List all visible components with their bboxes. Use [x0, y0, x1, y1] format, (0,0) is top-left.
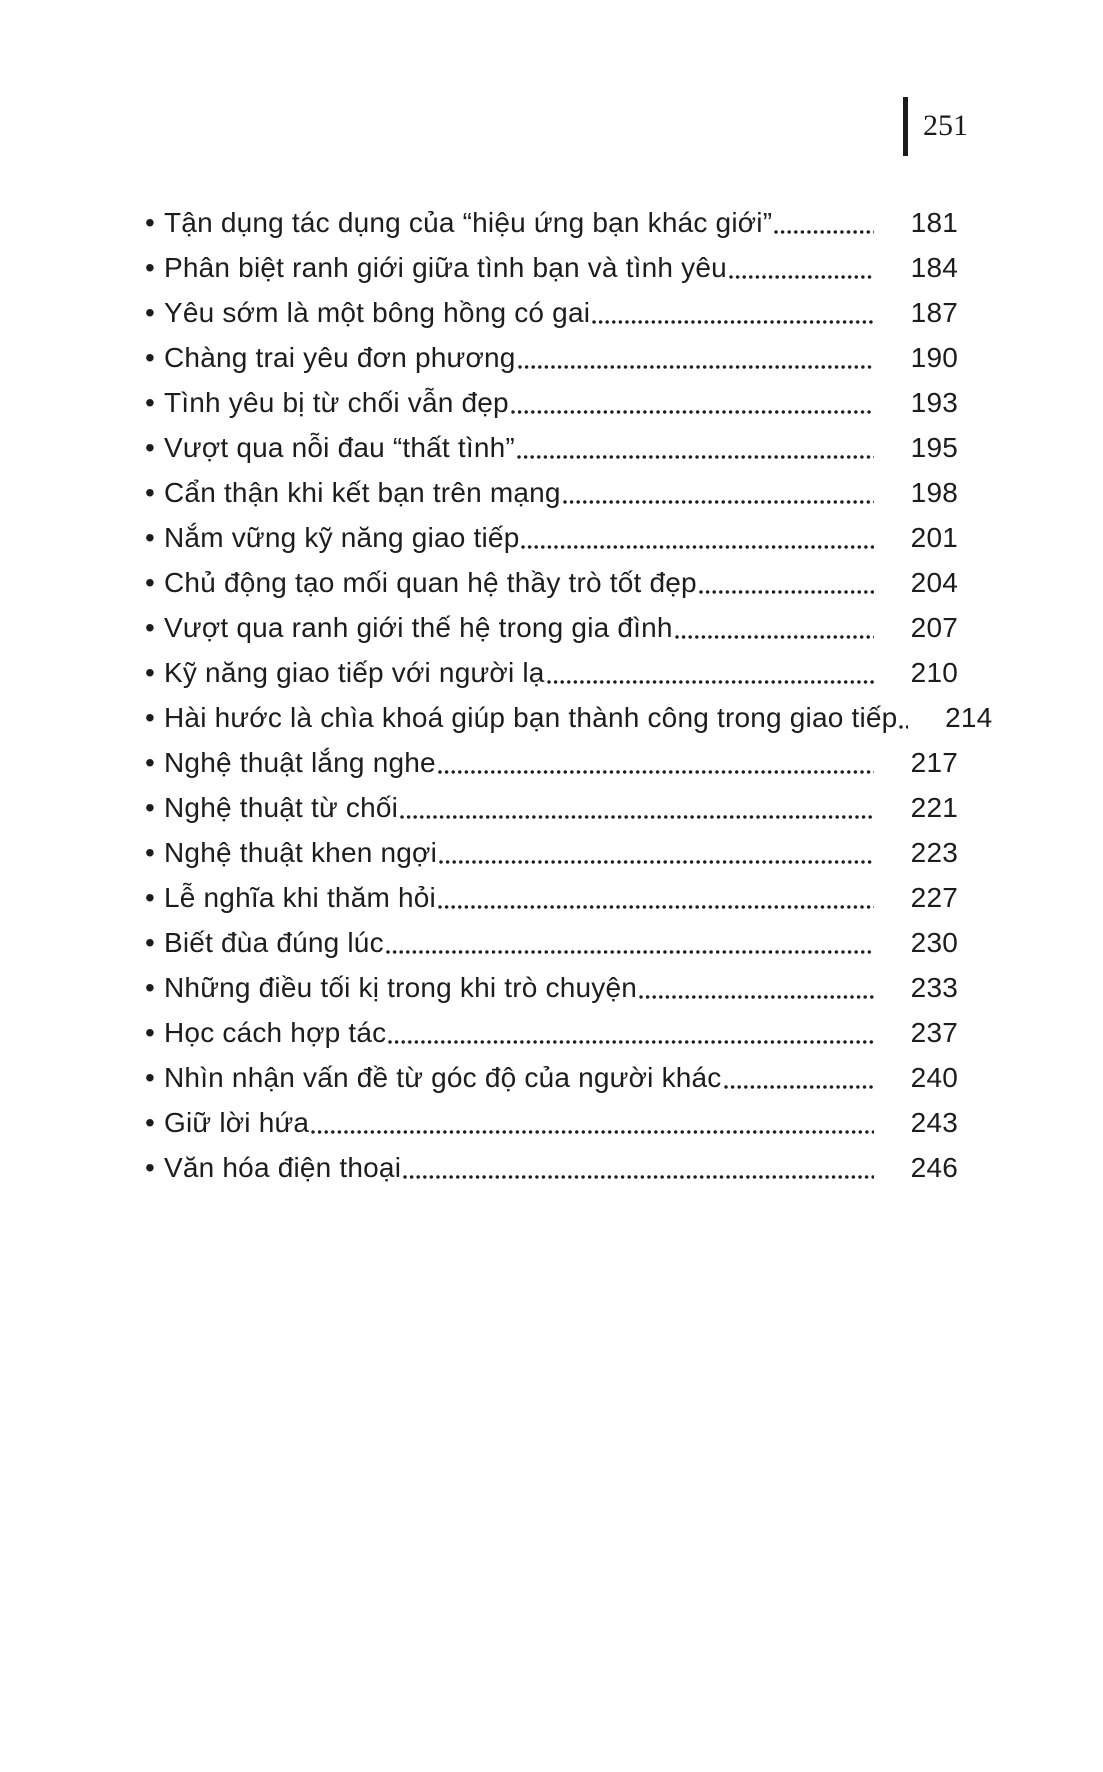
toc-entry-page-number: 227: [910, 882, 958, 913]
toc-entry-title: • Chàng trai yêu đơn phương: [164, 342, 516, 373]
toc-entry-page-number: 246: [910, 1152, 958, 1183]
toc-entry: [145, 1145, 958, 1190]
toc-entry-page-number: 190: [910, 342, 958, 373]
dot-leader: [698, 560, 874, 605]
toc-entry-page-number: 201: [910, 522, 958, 553]
toc-entry-title: • Biết đùa đúng lúc: [164, 927, 384, 958]
toc-entry-page-number: 193: [910, 387, 958, 418]
folio-divider-bar: [903, 97, 908, 156]
toc-entry-title: • Tình yêu bị từ chối vẫn đẹp: [164, 387, 509, 418]
toc-entry: [145, 875, 958, 920]
dot-leader: [674, 605, 874, 650]
toc-entry-title: • Kỹ năng giao tiếp với người lạ: [164, 657, 545, 688]
toc-entry-page-number: 210: [910, 657, 958, 688]
toc-entry: [145, 1010, 958, 1055]
dot-leader: [638, 965, 874, 1010]
toc-entry-page-number: 230: [910, 927, 958, 958]
toc-entry-page-number: 207: [910, 612, 958, 643]
dot-leader: [546, 650, 874, 695]
toc-entry-title: • Yêu sớm là một bông hồng có gai: [164, 297, 591, 328]
toc-entry-page-number: 204: [910, 567, 958, 598]
toc-entry: [145, 200, 958, 245]
toc-entry-title: • Lễ nghĩa khi thăm hỏi: [164, 882, 436, 913]
dot-leader: [773, 200, 874, 245]
toc-entry-page-number: 221: [910, 792, 958, 823]
toc-entry: [145, 515, 958, 560]
toc-entry: [145, 965, 958, 1010]
toc-entry-title: • Học cách hợp tác: [164, 1017, 387, 1048]
dot-leader: [438, 830, 874, 875]
dot-leader: [728, 245, 874, 290]
toc-entry: [145, 380, 958, 425]
toc-entry: [145, 245, 958, 290]
toc-entry-page-number: 243: [910, 1107, 958, 1138]
dot-leader: [385, 920, 874, 965]
toc-entry-page-number: 181: [910, 207, 958, 238]
toc-entry-title: • Vượt qua ranh giới thế hệ trong gia đình: [164, 612, 673, 643]
dot-leader: [310, 1100, 874, 1145]
toc-entry-page-number: 240: [910, 1062, 958, 1093]
toc-entry: [145, 290, 958, 335]
toc-entry-title: • Hài hước là chìa khoá giúp bạn thành công trong giao tiếp: [164, 702, 898, 733]
page-number: 251: [923, 109, 968, 142]
toc-list: [145, 200, 993, 1190]
toc-entry-page-number: 184: [910, 252, 958, 283]
toc-entry-page-number: 233: [910, 972, 958, 1003]
toc-entry: [145, 920, 958, 965]
dot-leader: [399, 785, 874, 830]
toc-entry-title: • Vượt qua nỗi đau “thất tình”: [164, 432, 515, 463]
toc-entry-title: • Nhìn nhận vấn đề từ góc độ của người khác: [164, 1062, 722, 1093]
page-header: [903, 97, 968, 156]
toc-entry-page-number: 214: [945, 702, 993, 733]
toc-entry: [145, 695, 993, 740]
dot-leader: [562, 470, 874, 515]
toc-entry-title: • Những điều tối kị trong khi trò chuyện: [164, 972, 638, 1003]
toc-entry: [145, 650, 958, 695]
toc-entry-title: • Giữ lời hứa: [164, 1107, 310, 1138]
toc-entry-title: • Chủ động tạo mối quan hệ thầy trò tốt đẹp: [164, 567, 697, 598]
toc-entry: [145, 830, 958, 875]
toc-entry: [145, 785, 958, 830]
dot-leader: [437, 875, 874, 920]
toc-entry-title: • Nghệ thuật khen ngợi: [164, 837, 437, 868]
toc-entry-title: • Nghệ thuật lắng nghe: [164, 747, 436, 778]
toc-entry: [145, 740, 958, 785]
dot-leader: [898, 695, 908, 740]
toc-entry-page-number: 223: [910, 837, 958, 868]
dot-leader: [402, 1145, 874, 1190]
toc-entry-title: • Văn hóa điện thoại: [164, 1152, 402, 1183]
dot-leader: [517, 335, 874, 380]
toc-entry-page-number: 187: [910, 297, 958, 328]
dot-leader: [516, 425, 874, 470]
toc-entry: [145, 335, 958, 380]
toc-entry-page-number: 217: [910, 747, 958, 778]
dot-leader: [591, 290, 874, 335]
toc-entry-title: • Phân biệt ranh giới giữa tình bạn và tình yêu: [164, 252, 727, 283]
dot-leader: [387, 1010, 874, 1055]
toc-entry: [145, 470, 958, 515]
toc-entry-page-number: 198: [910, 477, 958, 508]
toc-entry: [145, 560, 958, 605]
toc-entry-title: • Nắm vững kỹ năng giao tiếp: [164, 522, 520, 553]
dot-leader: [510, 380, 874, 425]
toc-entry-page-number: 195: [910, 432, 958, 463]
dot-leader: [520, 515, 874, 560]
toc-entry: [145, 605, 958, 650]
toc-entry: [145, 1100, 958, 1145]
dot-leader: [723, 1055, 874, 1100]
toc-entry-title: • Nghệ thuật từ chối: [164, 792, 399, 823]
toc-entry: [145, 425, 958, 470]
dot-leader: [437, 740, 874, 785]
toc-entry: [145, 1055, 958, 1100]
toc-entry-page-number: 237: [910, 1017, 958, 1048]
toc-entry-title: • Tận dụng tác dụng của “hiệu ứng bạn khác giới”: [164, 207, 773, 238]
toc-entry-title: • Cẩn thận khi kết bạn trên mạng: [164, 477, 561, 508]
